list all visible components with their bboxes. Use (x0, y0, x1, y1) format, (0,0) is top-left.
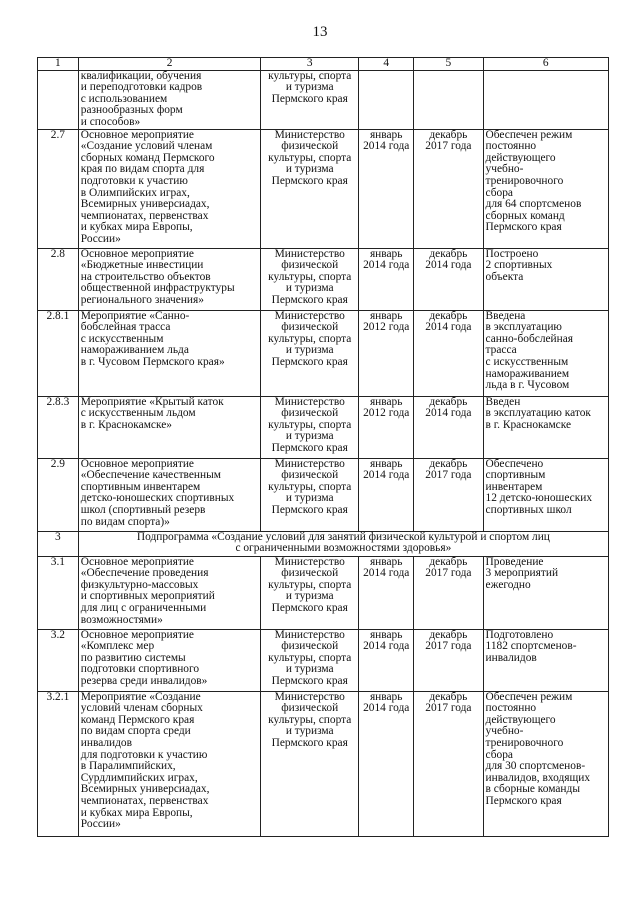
table-row (38, 310, 609, 396)
row-number: 2.7 (38, 129, 79, 248)
end-date-cell: декабрь 2014 года (414, 248, 483, 310)
header-cell: 6 (483, 58, 608, 71)
end-date-cell: декабрь 2017 года (414, 691, 483, 836)
program-table (37, 57, 609, 837)
table-row (38, 70, 609, 129)
activity-cell: Мероприятие «Санно- бобслейная трасса с искусственным намораживанием льда в г. Чусовом Пермского края» (78, 310, 261, 396)
start-date-cell (359, 70, 414, 129)
row-number: 2.8.3 (38, 396, 79, 458)
end-date-cell: декабрь 2014 года (414, 310, 483, 396)
start-date-cell: январь 2014 года (359, 556, 414, 629)
executor-cell: Министерство физической культуры, спорта и туризма Пермского края (261, 248, 359, 310)
header-cell: 1 (38, 58, 79, 71)
executor-cell: Министерство физической культуры, спорта и туризма Пермского края (261, 310, 359, 396)
result-cell: Обеспечен режим постоянно действующего учебно- тренировочного сбора для 30 спортсменов- инвалидов, входящих в сборные команды Пермского края (483, 691, 608, 836)
end-date-cell: декабрь 2017 года (414, 458, 483, 531)
row-number: 3.2.1 (38, 691, 79, 836)
result-cell: Обеспечен режим постоянно действующего учебно- тренировочного сбора для 64 спортсменов сборных команд Пермского края (483, 129, 608, 248)
end-date-cell: декабрь 2017 года (414, 629, 483, 691)
subprogram-number: 3 (38, 531, 79, 556)
subprogram-row (38, 531, 609, 556)
end-date-cell: декабрь 2017 года (414, 556, 483, 629)
executor-cell: Министерство физической культуры, спорта и туризма Пермского края (261, 691, 359, 836)
table-row (38, 458, 609, 531)
row-number: 2.9 (38, 458, 79, 531)
result-cell: Введена в эксплуатацию санно-бобслейная трасса с искусственным намораживанием льда в г. Чусовом (483, 310, 608, 396)
executor-cell: Министерство физической культуры, спорта и туризма Пермского края (261, 129, 359, 248)
activity-cell: Основное мероприятие «Создание условий членам сборных команд Пермского края по видам спорта для подготовки к участию в Олимпийских играх, Всемирных универсиадах, чемпионатах, первенствах и кубках мира Европы, России» (78, 129, 261, 248)
start-date-cell: январь 2012 года (359, 310, 414, 396)
executor-cell: Министерство физической культуры, спорта и туризма Пермского края (261, 556, 359, 629)
executor-cell: Министерство физической культуры, спорта и туризма Пермского края (261, 458, 359, 531)
activity-cell: Основное мероприятие «Обеспечение качественным спортивным инвентарем детско-юношеских спортивных школ (спортивный резерв по видам спорта)» (78, 458, 261, 531)
row-number (38, 70, 79, 129)
executor-cell: культуры, спорта и туризма Пермского края (261, 70, 359, 129)
table-row (38, 248, 609, 310)
start-date-cell: январь 2014 года (359, 629, 414, 691)
result-cell: Подготовлено 1182 спортсменов- инвалидов (483, 629, 608, 691)
row-number: 3.2 (38, 629, 79, 691)
activity-cell: Мероприятие «Создание условий членам сборных команд Пермского края по видам спорта среди инвалидов для подготовки к участию в Паралимпийских, Сурдлимпийских играх, Всемирных универсиадах, чемпионатах, первенствах и кубках мира Европы, России» (78, 691, 261, 836)
activity-cell: Основное мероприятие «Комплекс мер по развитию системы подготовки спортивного резерва среди инвалидов» (78, 629, 261, 691)
table-row (38, 129, 609, 248)
header-row (38, 58, 609, 71)
start-date-cell: январь 2012 года (359, 396, 414, 458)
result-cell: Проведение 3 мероприятий ежегодно (483, 556, 608, 629)
table-row (38, 691, 609, 836)
page-number: 13 (312, 24, 328, 40)
executor-cell: Министерство физической культуры, спорта и туризма Пермского края (261, 629, 359, 691)
start-date-cell: январь 2014 года (359, 248, 414, 310)
table-row (38, 396, 609, 458)
result-cell: Обеспечено спортивным инвентарем 12 детско-юношеских спортивных школ (483, 458, 608, 531)
end-date-cell (414, 70, 483, 129)
activity-cell: Основное мероприятие «Обеспечение проведения физкультурно-массовых и спортивных мероприятий для лиц с ограниченными возможностями» (78, 556, 261, 629)
header-cell: 5 (414, 58, 483, 71)
start-date-cell: январь 2014 года (359, 691, 414, 836)
table-row (38, 629, 609, 691)
row-number: 3.1 (38, 556, 79, 629)
end-date-cell: декабрь 2014 года (414, 396, 483, 458)
activity-cell: Мероприятие «Крытый каток с искусственным льдом в г. Краснокамске» (78, 396, 261, 458)
header-cell: 3 (261, 58, 359, 71)
row-number: 2.8 (38, 248, 79, 310)
end-date-cell: декабрь 2017 года (414, 129, 483, 248)
result-cell: Введен в эксплуатацию каток в г. Краснокамске (483, 396, 608, 458)
header-cell: 2 (78, 58, 261, 71)
result-cell: Построено 2 спортивных объекта (483, 248, 608, 310)
start-date-cell: январь 2014 года (359, 129, 414, 248)
table-row (38, 556, 609, 629)
subprogram-title: Подпрограмма «Создание условий для занятий физической культурой и спортом лиц с ограниченными возможностями здоровья» (78, 531, 608, 556)
executor-cell: Министерство физической культуры, спорта и туризма Пермского края (261, 396, 359, 458)
activity-cell: Основное мероприятие «Бюджетные инвестиции на строительство объектов общественной инфраструктуры регионального значения» (78, 248, 261, 310)
activity-cell: квалификации, обучения и переподготовки кадров с использованием разнообразных форм и способов» (78, 70, 261, 129)
start-date-cell: январь 2014 года (359, 458, 414, 531)
header-cell: 4 (359, 58, 414, 71)
row-number: 2.8.1 (38, 310, 79, 396)
result-cell (483, 70, 608, 129)
